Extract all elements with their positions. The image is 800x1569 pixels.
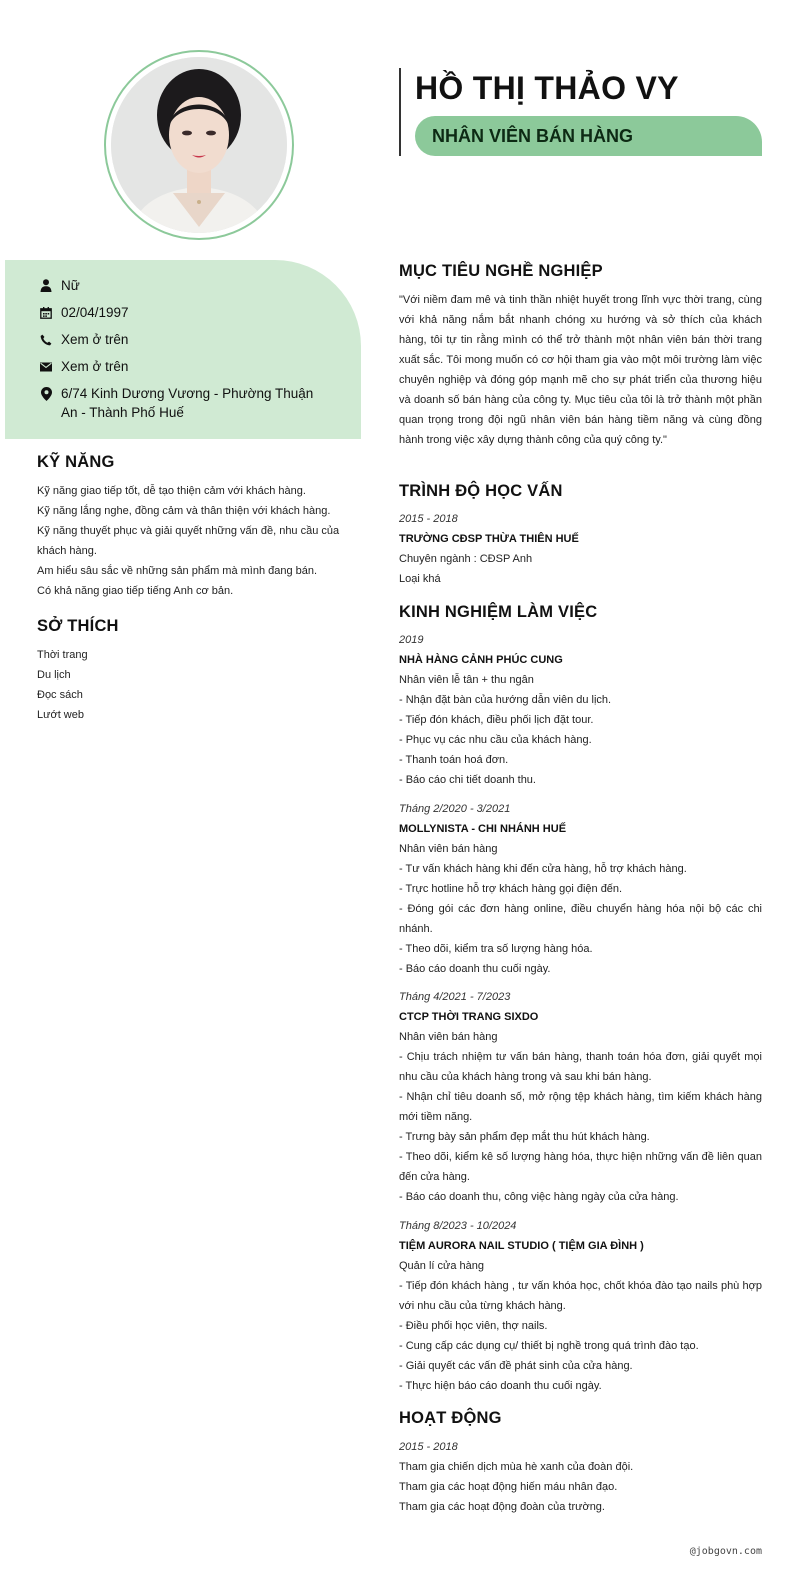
person-icon (39, 276, 53, 295)
job-task: - Cung cấp các dụng cụ/ thiết bị nghề trong quá trình đào tạo. (399, 1340, 699, 1352)
contact-phone (39, 330, 331, 349)
objective-heading: MỤC TIÊU NGHỀ NGHIỆP (399, 262, 603, 280)
job-task: - Tiếp đón khách, điều phối lịch đặt tour. (399, 714, 594, 726)
job-task: - Nhận đặt bàn của hướng dẫn viên du lịch. (399, 694, 612, 706)
job-role: Nhân viên bán hàng (399, 1031, 498, 1043)
portrait-photo (111, 57, 287, 233)
job-company: NHÀ HÀNG CẢNH PHÚC CUNG (399, 654, 563, 666)
job-company: TIỆM AURORA NAIL STUDIO ( TIỆM GIA ĐÌNH ) (399, 1240, 644, 1252)
job-date: 2019 (399, 634, 424, 646)
job-task: - Thanh toán hoá đơn. (399, 754, 509, 766)
skill-item: Kỹ năng lắng nghe, đồng cảm và thân thiện với khách hàng. (37, 505, 331, 517)
education-heading: TRÌNH ĐỘ HỌC VẤN (399, 482, 563, 500)
job-entry (399, 630, 762, 790)
envelope-icon (39, 357, 53, 376)
avatar (111, 57, 287, 233)
activities-entry (399, 1437, 762, 1517)
job-task: - Thực hiện báo cáo doanh thu cuối ngày. (399, 1380, 602, 1392)
skill-item: Kỹ năng thuyết phục và giải quyết những vấn đề, nhu cầu của khách hàng. (37, 525, 340, 557)
job-role: Nhân viên lễ tân + thu ngân (399, 674, 534, 686)
job-task: - Báo cáo doanh thu, công việc hàng ngày của cửa hàng. (399, 1191, 679, 1203)
map-pin-icon (39, 384, 53, 403)
job-task: - Giải quyết các vấn đề phát sinh của cửa hàng. (399, 1360, 633, 1372)
job-company: CTCP THỜI TRANG SIXDO (399, 1011, 539, 1023)
dob-value: 02/04/1997 (61, 305, 129, 320)
job-task: - Điều phối học viên, thợ nails. (399, 1320, 548, 1332)
skill-item: Kỹ năng giao tiếp tốt, dễ tạo thiện cảm với khách hàng. (37, 485, 306, 497)
name-divider (399, 68, 401, 156)
job-task: - Đóng gói các đơn hàng online, điều chuyển hàng hóa nội bộ các chi nhánh. (399, 903, 762, 935)
hobby-item: Đọc sách (37, 689, 83, 701)
job-task: - Trực hotline hỗ trợ khách hàng gọi điện đến. (399, 883, 623, 895)
activities-date: 2015 - 2018 (399, 1441, 458, 1453)
job-task: - Theo dõi, kiểm kê số lượng hàng hóa, thực hiện những vấn đề liên quan đến cửa hàng. (399, 1151, 762, 1183)
skill-item: Có khả năng giao tiếp tiếng Anh cơ bản. (37, 585, 234, 597)
job-date: Tháng 4/2021 - 7/2023 (399, 991, 511, 1003)
job-task: - Theo dõi, kiểm tra số lượng hàng hóa. (399, 943, 593, 955)
education-date: 2015 - 2018 (399, 513, 458, 525)
job-entry (399, 1216, 762, 1396)
job-task: - Nhận chỉ tiêu doanh số, mở rộng tệp khách hàng, tìm kiếm khách hàng mới tiềm năng. (399, 1091, 762, 1123)
watermark: @jobgovn.com (689, 1546, 762, 1557)
hobbies-heading: SỞ THÍCH (37, 617, 119, 635)
education-grade: Loại khá (399, 573, 441, 585)
job-role: Nhân viên bán hàng (399, 843, 498, 855)
experience-heading: KINH NGHIỆM LÀM VIỆC (399, 603, 598, 621)
education-major: Chuyên ngành : CĐSP Anh (399, 553, 533, 565)
phone-icon (39, 330, 53, 349)
skills-list (37, 481, 347, 601)
hobby-item: Du lịch (37, 669, 71, 681)
activity-item: Tham gia chiến dịch mùa hè xanh của đoàn đội. (399, 1461, 634, 1473)
contact-panel (5, 260, 361, 439)
contact-email (39, 357, 331, 376)
job-task: - Trưng bày sản phẩm đẹp mắt thu hút khách hàng. (399, 1131, 650, 1143)
position-banner (415, 116, 762, 156)
email-value: Xem ở trên (61, 359, 129, 374)
job-task: - Phục vụ các nhu cầu của khách hàng. (399, 734, 592, 746)
skills-heading: KỸ NĂNG (37, 453, 115, 471)
calendar-icon (39, 303, 53, 322)
education-school: TRƯỜNG CĐSP THỪA THIÊN HUẾ (399, 533, 579, 545)
objective-text: "Với niềm đam mê và tinh thần nhiệt huyết trong lĩnh vực thời trang, cùng với khả năng nắm bắt nhanh chóng xu hướng và sở thích của khách hàng, tôi tự tin rằng mình có thể trở thành một nhân viên bán thời trang xuất sắc. Tôi mong muốn có cơ hội tham gia vào một môi trường làm việc chuyên nghiệp và đóng góp mạnh mẽ cho sự phát triển của thương hiệu và doanh số bán hàng của công ty. Mục tiêu của tôi là trở thành một phần quan trọng trong đội ngũ nhân viên bán hàng tiềm năng và cùng đồng hành trong việc xây dựng thành công của quý công ty." (399, 294, 762, 446)
skill-item: Am hiểu sâu sắc về những sản phẩm mà mình đang bán. (37, 565, 318, 577)
job-task: - Tiếp đón khách hàng , tư vấn khóa học, chốt khóa đào tạo nails phù hợp với nhu cầu của từng khách hàng. (399, 1280, 762, 1312)
job-task: - Báo cáo doanh thu cuối ngày. (399, 963, 551, 975)
education-entry (399, 509, 762, 589)
contact-dob (39, 303, 331, 322)
activities-heading: HOẠT ĐỘNG (399, 1409, 502, 1427)
address-value: 6/74 Kinh Dương Vương - Phường Thuận An - Thành Phố Huế (61, 386, 314, 420)
phone-value: Xem ở trên (61, 332, 129, 347)
activity-item: Tham gia các hoạt động hiến máu nhân đạo. (399, 1481, 618, 1493)
hobby-item: Thời trang (37, 649, 88, 661)
hobby-item: Lướt web (37, 709, 84, 721)
contact-address (39, 384, 331, 422)
job-role: Quản lí cửa hàng (399, 1260, 485, 1272)
job-task: - Chịu trách nhiệm tư vấn bán hàng, thanh toán hóa đơn, giải quyết mọi nhu cầu của khách hàng trong và sau khi bán hàng. (399, 1051, 762, 1083)
job-date: Tháng 2/2020 - 3/2021 (399, 803, 511, 815)
job-entry (399, 987, 762, 1207)
job-task: - Tư vấn khách hàng khi đến cửa hàng, hỗ trợ khách hàng. (399, 863, 687, 875)
gender-value: Nữ (61, 278, 80, 293)
hobbies-list (37, 645, 347, 725)
position-title: NHÂN VIÊN BÁN HÀNG (432, 126, 634, 146)
contact-gender (39, 276, 331, 295)
job-company: MOLLYNISTA - CHI NHÁNH HUẾ (399, 823, 567, 835)
job-date: Tháng 8/2023 - 10/2024 (399, 1220, 517, 1232)
activity-item: Tham gia các hoạt động đoàn của trường. (399, 1501, 605, 1513)
candidate-name: HỒ THỊ THẢO VY (415, 70, 679, 106)
job-task: - Báo cáo chi tiết doanh thu. (399, 774, 536, 786)
job-entry (399, 799, 762, 979)
